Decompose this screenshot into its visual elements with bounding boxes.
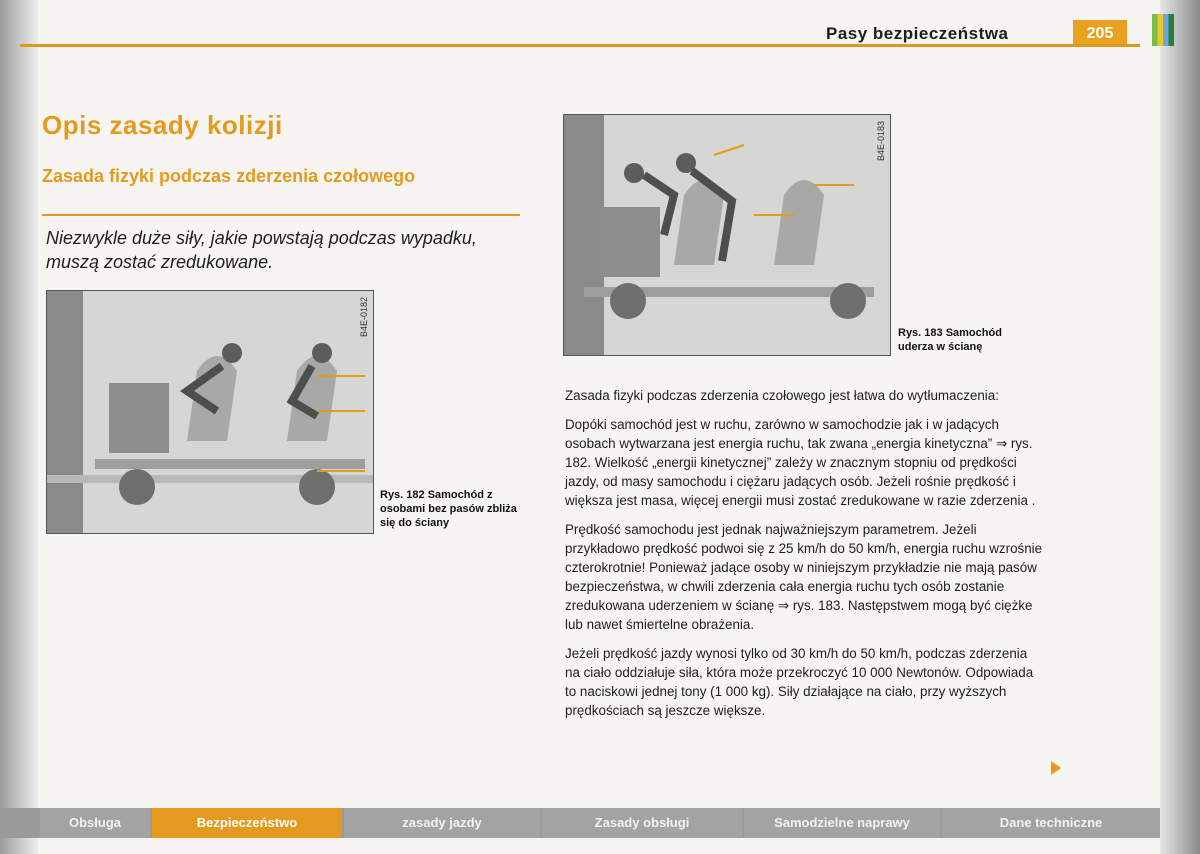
figure-code: B4E-0183	[876, 121, 886, 162]
tab-zasady-jazdy[interactable]: zasady jazdy	[344, 808, 540, 838]
heading-rule	[42, 214, 520, 216]
tab-dane-techniczne[interactable]: Dane techniczne	[942, 808, 1160, 838]
thumb-index-marks	[1152, 14, 1174, 46]
page-number: 205	[1073, 20, 1127, 47]
lead-text: Niezwykle duże siły, jakie powstają podczas wypadku, muszą zostać zredukowane.	[46, 228, 477, 272]
body-paragraph: Prędkość samochodu jest jednak najważniejszym parametrem. Jeżeli przykładowo prędkość podwoi się z 25 km/h do 50 km/h, energia ruchu wzrośnie czterokrotnie! Ponieważ jadące osoby w niniejszym przykładzie nie mają pasów bezpieczeństwa, w chwili zderzenia cała energia ruchu tych osób zostanie zredukowana uderzeniem w ścianę ⇒ rys. 183. Następstwem mogą być ciężke lub nawet śmiertelne obrażenia.	[565, 522, 1043, 632]
tab-obsluga[interactable]: Obsługa	[40, 808, 150, 838]
figure-182	[46, 290, 374, 534]
page-heading: Opis zasady kolizji	[42, 110, 283, 140]
figure-caption: Rys. 182 Samochód z osobami bez pasów zbliża się do ściany	[380, 489, 517, 529]
tab-bezpieczenstwo[interactable]: Bezpieczeństwo	[152, 808, 342, 838]
tab-zasady-obslugi[interactable]: Zasady obsługi	[542, 808, 742, 838]
tab-samodzielne-naprawy[interactable]: Samodzielne naprawy	[744, 808, 940, 838]
page-edge	[1160, 0, 1200, 854]
figure-code: B4E-0182	[359, 297, 369, 338]
car-hits-wall-illustration	[564, 115, 890, 355]
car-without-belts-illustration	[47, 291, 373, 533]
section-title: Pasy bezpieczeństwa	[826, 24, 1009, 43]
page-subheading: Zasada fizyki podczas zderzenia czołowego	[42, 166, 416, 186]
book-spine-shadow	[0, 0, 38, 854]
body-paragraph: Dopóki samochód jest w ruchu, zarówno w samochodzie jak i w jadących osobach wytwarzana jest energia ruchu, tak zwana „energia kinetyczna” ⇒ rys. 182. Wielkość „energii kinetycznej” zależy w znacznym stopniu od prędkości jazdy, od masy samochodu i ciężaru jadących osób. Jeżeli rośnie prędkość i większa jest masa, więcej energii musi zostać zredukowane w razie zderzenia .	[565, 417, 1036, 508]
body-paragraph: Jeżeli prędkość jazdy wynosi tylko od 30 km/h do 50 km/h, podczas zderzenia na ciało oddziałuje siła, która może przekroczyć 10 000 Newtonów. Odpowiada to naciskowi jednej tony (1 000 kg). Siły działające na ciało, przy wyższych prędkościach są jeszcze większe.	[565, 646, 1034, 718]
continue-arrow-icon	[1051, 761, 1061, 775]
body-text	[565, 386, 1045, 730]
body-paragraph: Zasada fizyki podczas zderzenia czołowego jest łatwa do wytłumaczenia:	[565, 388, 999, 403]
figure-183	[563, 114, 891, 356]
header-rule	[20, 44, 1140, 47]
figure-caption: Rys. 183 Samochód uderza w ścianę	[898, 327, 1002, 353]
